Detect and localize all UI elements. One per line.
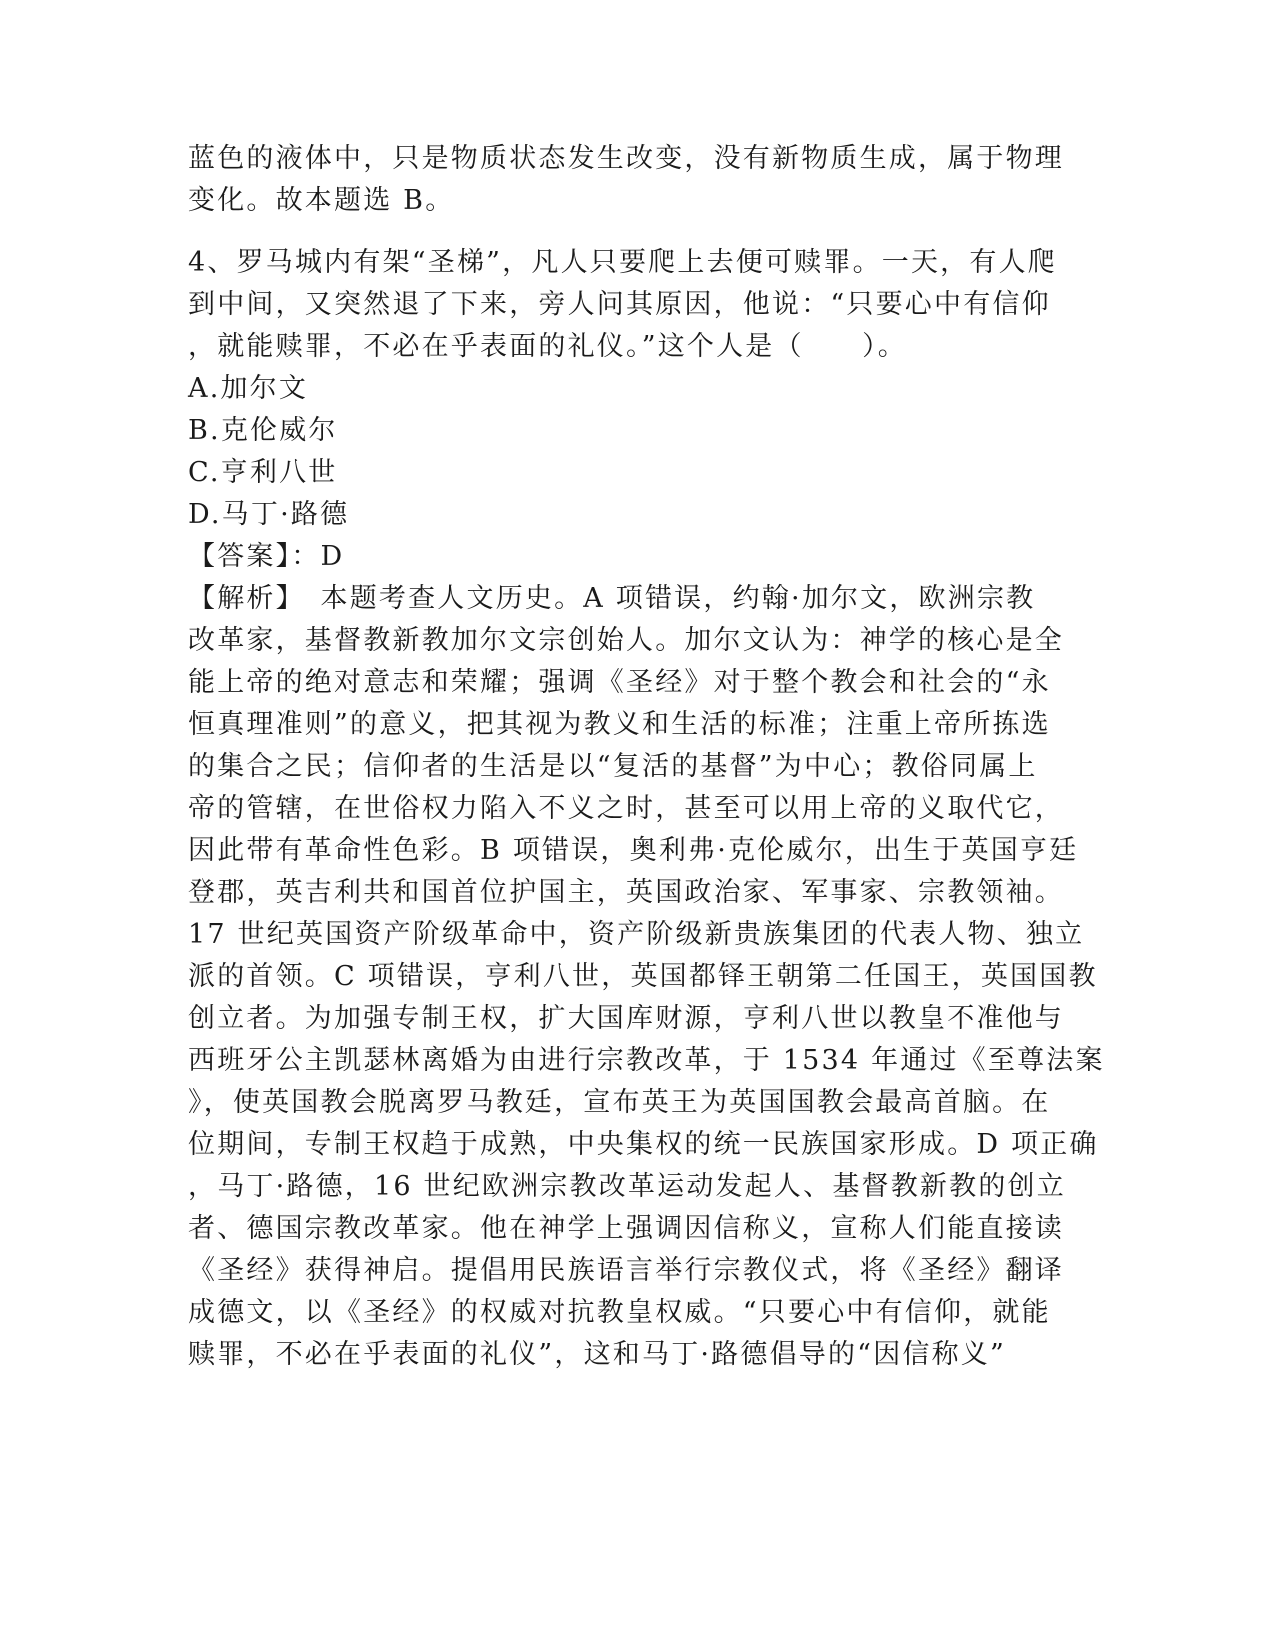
analysis-line: ，马丁·路德，16 世纪欧洲宗教改革运动发起人、基督教新教的创立 <box>188 1171 1066 1202</box>
question-4 <box>188 242 1105 1376</box>
analysis-line: 赎罪，不必在乎表面的礼仪”，这和马丁·路德倡导的“因信称义” <box>188 1339 1006 1370</box>
text-line: 变化。故本题选 B。 <box>188 185 455 216</box>
option-b: B.克伦威尔 <box>188 415 338 446</box>
option-a: A.加尔文 <box>188 373 309 404</box>
analysis-line: 能上帝的绝对意志和荣耀；强调《圣经》对于整个教会和社会的“永 <box>188 667 1051 698</box>
analysis-line: 登郡，英吉利共和国首位护国主，英国政治家、军事家、宗教领袖。 <box>188 877 1064 908</box>
analysis-line: 位期间，专制王权趋于成熟，中央集权的统一民族国家形成。D 项正确 <box>188 1129 1099 1160</box>
analysis-line: 者、德国宗教改革家。他在神学上强调因信称义，宣称人们能直接读 <box>188 1213 1064 1244</box>
analysis-line: 西班牙公主凯瑟林离婚为由进行宗教改革，于 1534 年通过《至尊法案 <box>188 1045 1105 1076</box>
analysis <box>188 578 1105 1376</box>
question-stem-line: 4、罗马城内有架“圣梯”，凡人只要爬上去便可赎罪。一天，有人爬 <box>188 247 1057 278</box>
question-stem-line: ，就能赎罪，不必在乎表面的礼仪。”这个人是（ ）。 <box>188 331 908 362</box>
text-line: 蓝色的液体中，只是物质状态发生改变，没有新物质生成，属于物理 <box>188 143 1064 174</box>
question-stem-line: 到中间，又突然退了下来，旁人问其原因，他说：“只要心中有信仰 <box>188 289 1051 320</box>
previous-explanation <box>188 138 1088 222</box>
analysis-line: 【解析】 本题考查人文历史。A 项错误，约翰·加尔文，欧洲宗教 <box>188 583 1036 614</box>
analysis-line: 成德文，以《圣经》的权威对抗教皇权威。“只要心中有信仰，就能 <box>188 1297 1051 1328</box>
analysis-line: 因此带有革命性色彩。B 项错误，奥利弗·克伦威尔，出生于英国亨廷 <box>188 835 1079 866</box>
spacer <box>188 222 1088 242</box>
analysis-line: 《圣经》获得神启。提倡用民族语言举行宗教仪式，将《圣经》翻译 <box>188 1255 1064 1286</box>
analysis-line: 的集合之民；信仰者的生活是以“复活的基督”为中心；教俗同属上 <box>188 751 1038 782</box>
analysis-line: 创立者。为加强专制王权，扩大国库财源，亨利八世以教皇不准他与 <box>188 1003 1064 1034</box>
document-page <box>188 138 1105 1376</box>
analysis-line: 派的首领。C 项错误，亨利八世，英国都铎王朝第二任国王，英国国教 <box>188 961 1098 992</box>
analysis-line: 17 世纪英国资产阶级革命中，资产阶级新贵族集团的代表人物、独立 <box>188 919 1085 950</box>
analysis-line: 恒真理准则”的意义，把其视为教义和生活的标准；注重上帝所拣选 <box>188 709 1051 740</box>
analysis-line: 》，使英国教会脱离罗马教廷，宣布英王为英国国教会最高首脑。在 <box>188 1087 1051 1118</box>
analysis-line: 帝的管辖，在世俗权力陷入不义之时，甚至可以用上帝的义取代它， <box>188 793 1064 824</box>
option-d: D.马丁·路德 <box>188 499 350 530</box>
answer-line: 【答案】：D <box>188 541 345 572</box>
option-c: C.亨利八世 <box>188 457 338 488</box>
analysis-line: 改革家，基督教新教加尔文宗创始人。加尔文认为：神学的核心是全 <box>188 625 1064 656</box>
